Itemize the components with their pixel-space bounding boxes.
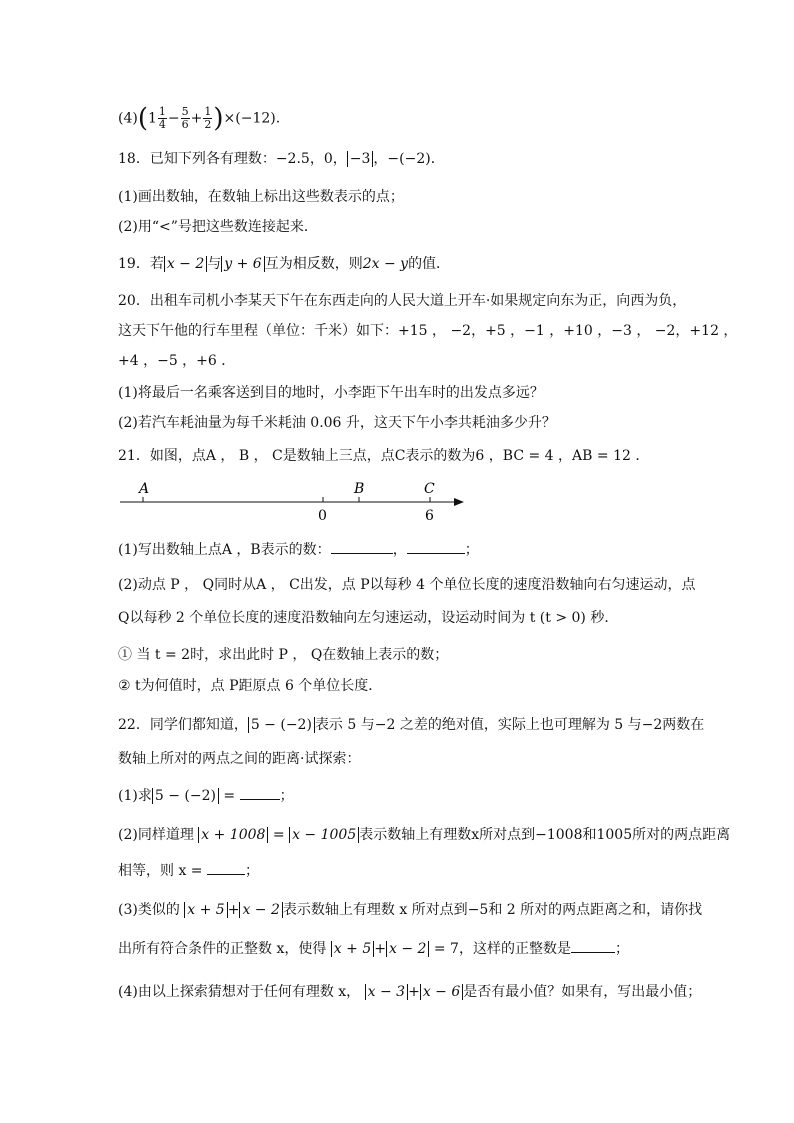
q18-stem xyxy=(118,150,445,168)
number-3-abs: −3 xyxy=(347,151,374,167)
text: 表示 5 与−2 之差的绝对值，实际上也可理解为 5 与−2两数在 xyxy=(314,717,705,733)
fraction-3 xyxy=(203,106,212,131)
text: (1)求 xyxy=(118,788,152,804)
q20-line2: 这天下午他的行车里程（单位：千米）如下：+15 ， −2，+5 ，−1 ，+10 ，−3 ， −2，+12 ， xyxy=(118,323,738,339)
text: 互为相反数，则 xyxy=(264,256,363,272)
period: . xyxy=(275,110,281,127)
text: 表示数轴上有理数x所对点到−1008和1005所对的两点距离 xyxy=(359,827,731,843)
number-4: −(−2) xyxy=(387,151,431,167)
q21-sub2-line1: (2)动点 P ， Q同时从A ， C出发，点 P以每秒 4 个单位长度的速度沿数轴向右匀速运动，点 xyxy=(118,577,696,593)
separator: ， xyxy=(332,151,347,167)
answer-blank[interactable] xyxy=(331,541,393,554)
text: 的值． xyxy=(408,256,451,272)
period: ． xyxy=(430,151,445,167)
denominator: 2 xyxy=(204,118,212,131)
numerator: 1 xyxy=(158,105,166,118)
separator: ， xyxy=(373,151,388,167)
q22-sub2-line2 xyxy=(118,862,259,880)
fraction-2 xyxy=(181,106,190,131)
abs-expression-1: x + 1008 xyxy=(198,827,268,843)
text: 22．同学们都知道， xyxy=(118,717,248,733)
plus-sign: + xyxy=(190,110,203,127)
text: 19．若 xyxy=(118,256,164,272)
q20-sub1: (1)将最后一名乘客送到目的地时，小李距下午出车时的出发点多远？ xyxy=(118,385,544,401)
answer-blank[interactable] xyxy=(571,940,615,953)
factor: (−12) xyxy=(235,110,276,127)
q18-sub2: (2)用“<”号把这些数连接起来． xyxy=(118,219,318,235)
q19-stem xyxy=(118,255,450,273)
end: ； xyxy=(614,941,629,957)
q22-sub2 xyxy=(118,826,730,844)
answer-blank[interactable] xyxy=(240,787,280,800)
q21-sub2-line2: Q以每秒 2 个单位长度的速度沿数轴向左匀速运动，设运动时间为 t (t > 0) 秒． xyxy=(118,610,619,626)
q22-sub1 xyxy=(118,787,294,805)
abs-expression-1: x + 5 xyxy=(331,941,374,957)
tick-label-0: 0 xyxy=(318,508,327,524)
abs-expression-1: x − 3 xyxy=(365,984,408,1000)
mixed-whole: 1 xyxy=(148,110,157,127)
text: (3)类似的 xyxy=(118,902,185,918)
tick-label-6: 6 xyxy=(425,508,434,524)
q20-sub2: (2)若汽车耗油量为每千米耗油 0.06 升，这天下午小李共耗油多少升？ xyxy=(118,415,556,431)
fraction-1 xyxy=(158,106,167,131)
number-2: 0 xyxy=(323,151,333,167)
times-sign: × xyxy=(223,110,236,127)
equals: = xyxy=(268,827,290,843)
part-label: (4) xyxy=(118,110,138,127)
q22-sub3 xyxy=(118,901,702,919)
q22-sub4 xyxy=(118,983,701,1001)
right-paren: ) xyxy=(213,103,224,134)
equals: = xyxy=(218,788,240,804)
q21-stem: 21．如图，点A ， B ， C是数轴上三点，点C表示的数为6 ，BC = 4 ，AB = 12 ． xyxy=(118,448,650,464)
abs-expression: 5 − (−2) xyxy=(248,717,315,733)
q21-sub2-b: ② t为何值时，点 P距原点 6 个单位长度． xyxy=(118,678,383,694)
text: 是否有最小值？如果有，写出最小值； xyxy=(463,984,702,1000)
label-c: C xyxy=(424,481,435,497)
abs-expression-1: x − 2 xyxy=(164,256,207,272)
q20-line3: +4 ，−5 ，+6 ． xyxy=(118,353,236,369)
plus-sign: + xyxy=(374,941,386,957)
minus-sign: − xyxy=(167,110,180,127)
q18-sub1: (1)画出数轴，在数轴上标出这些数表示的点； xyxy=(118,189,404,205)
q22-sub3-line2 xyxy=(118,940,629,958)
plus-sign: + xyxy=(227,902,240,918)
abs-expression-2: x − 2 xyxy=(239,902,282,918)
end: ； xyxy=(244,863,259,879)
text: 与 xyxy=(207,256,222,272)
q22-line2: 数轴上所对的两点之间的距离·试探索： xyxy=(118,751,361,767)
text: 出所有符合条件的正整数 x，使得 xyxy=(118,941,331,957)
label-a: A xyxy=(139,481,150,497)
q21-sub2-a: ① 当 t = 2时，求出此时 P ， Q在数轴上表示的数； xyxy=(118,647,449,663)
question-text: 18．已知下列各有理数： xyxy=(118,151,276,167)
answer-blank[interactable] xyxy=(407,541,465,554)
text: 相等，则 x = xyxy=(118,863,207,879)
abs-expression-2: x − 2 xyxy=(386,941,429,957)
plus-sign: + xyxy=(408,984,420,1000)
q20-line1: 20．出租车司机小李某天下午在东西走向的人民大道上开车·如果规定向东为正，向西为负， xyxy=(118,293,687,309)
text: 表示数轴上有理数 x 所对点到−5和 2 所对的两点距离之和，请你找 xyxy=(282,902,703,918)
text: = 7，这样的正整数是 xyxy=(429,941,571,957)
numerator: 5 xyxy=(181,105,189,118)
answer-blank[interactable] xyxy=(207,862,245,875)
denominator: 6 xyxy=(181,118,189,131)
numerator: 1 xyxy=(204,105,212,118)
q21-sub1 xyxy=(118,541,479,559)
abs-expression-2: x − 6 xyxy=(420,984,463,1000)
label-b: B xyxy=(354,481,365,497)
text: (4)由以上探索猜想对于任何有理数 x， xyxy=(118,984,365,1000)
number-line-figure xyxy=(112,476,472,526)
separator: ， xyxy=(392,542,407,558)
abs-expression-2: x − 1005 xyxy=(289,827,359,843)
end: ； xyxy=(464,542,479,558)
end: ； xyxy=(279,788,294,804)
number-1: −2.5 xyxy=(275,151,310,167)
abs-expression: 5 − (−2) xyxy=(152,788,219,804)
text: (1)写出数轴上点A ，B表示的数： xyxy=(118,542,331,558)
q17-part4 xyxy=(118,103,281,134)
arrow-head-icon xyxy=(454,498,464,506)
abs-expression-2: y + 6 xyxy=(221,256,264,272)
separator: ， xyxy=(309,151,324,167)
expression: 2x − y xyxy=(362,256,409,272)
left-paren: ( xyxy=(137,103,148,134)
abs-expression-1: x + 5 xyxy=(184,902,227,918)
text: (2)同样道理 xyxy=(118,827,199,843)
q22-line1 xyxy=(118,716,704,734)
denominator: 4 xyxy=(158,118,166,131)
